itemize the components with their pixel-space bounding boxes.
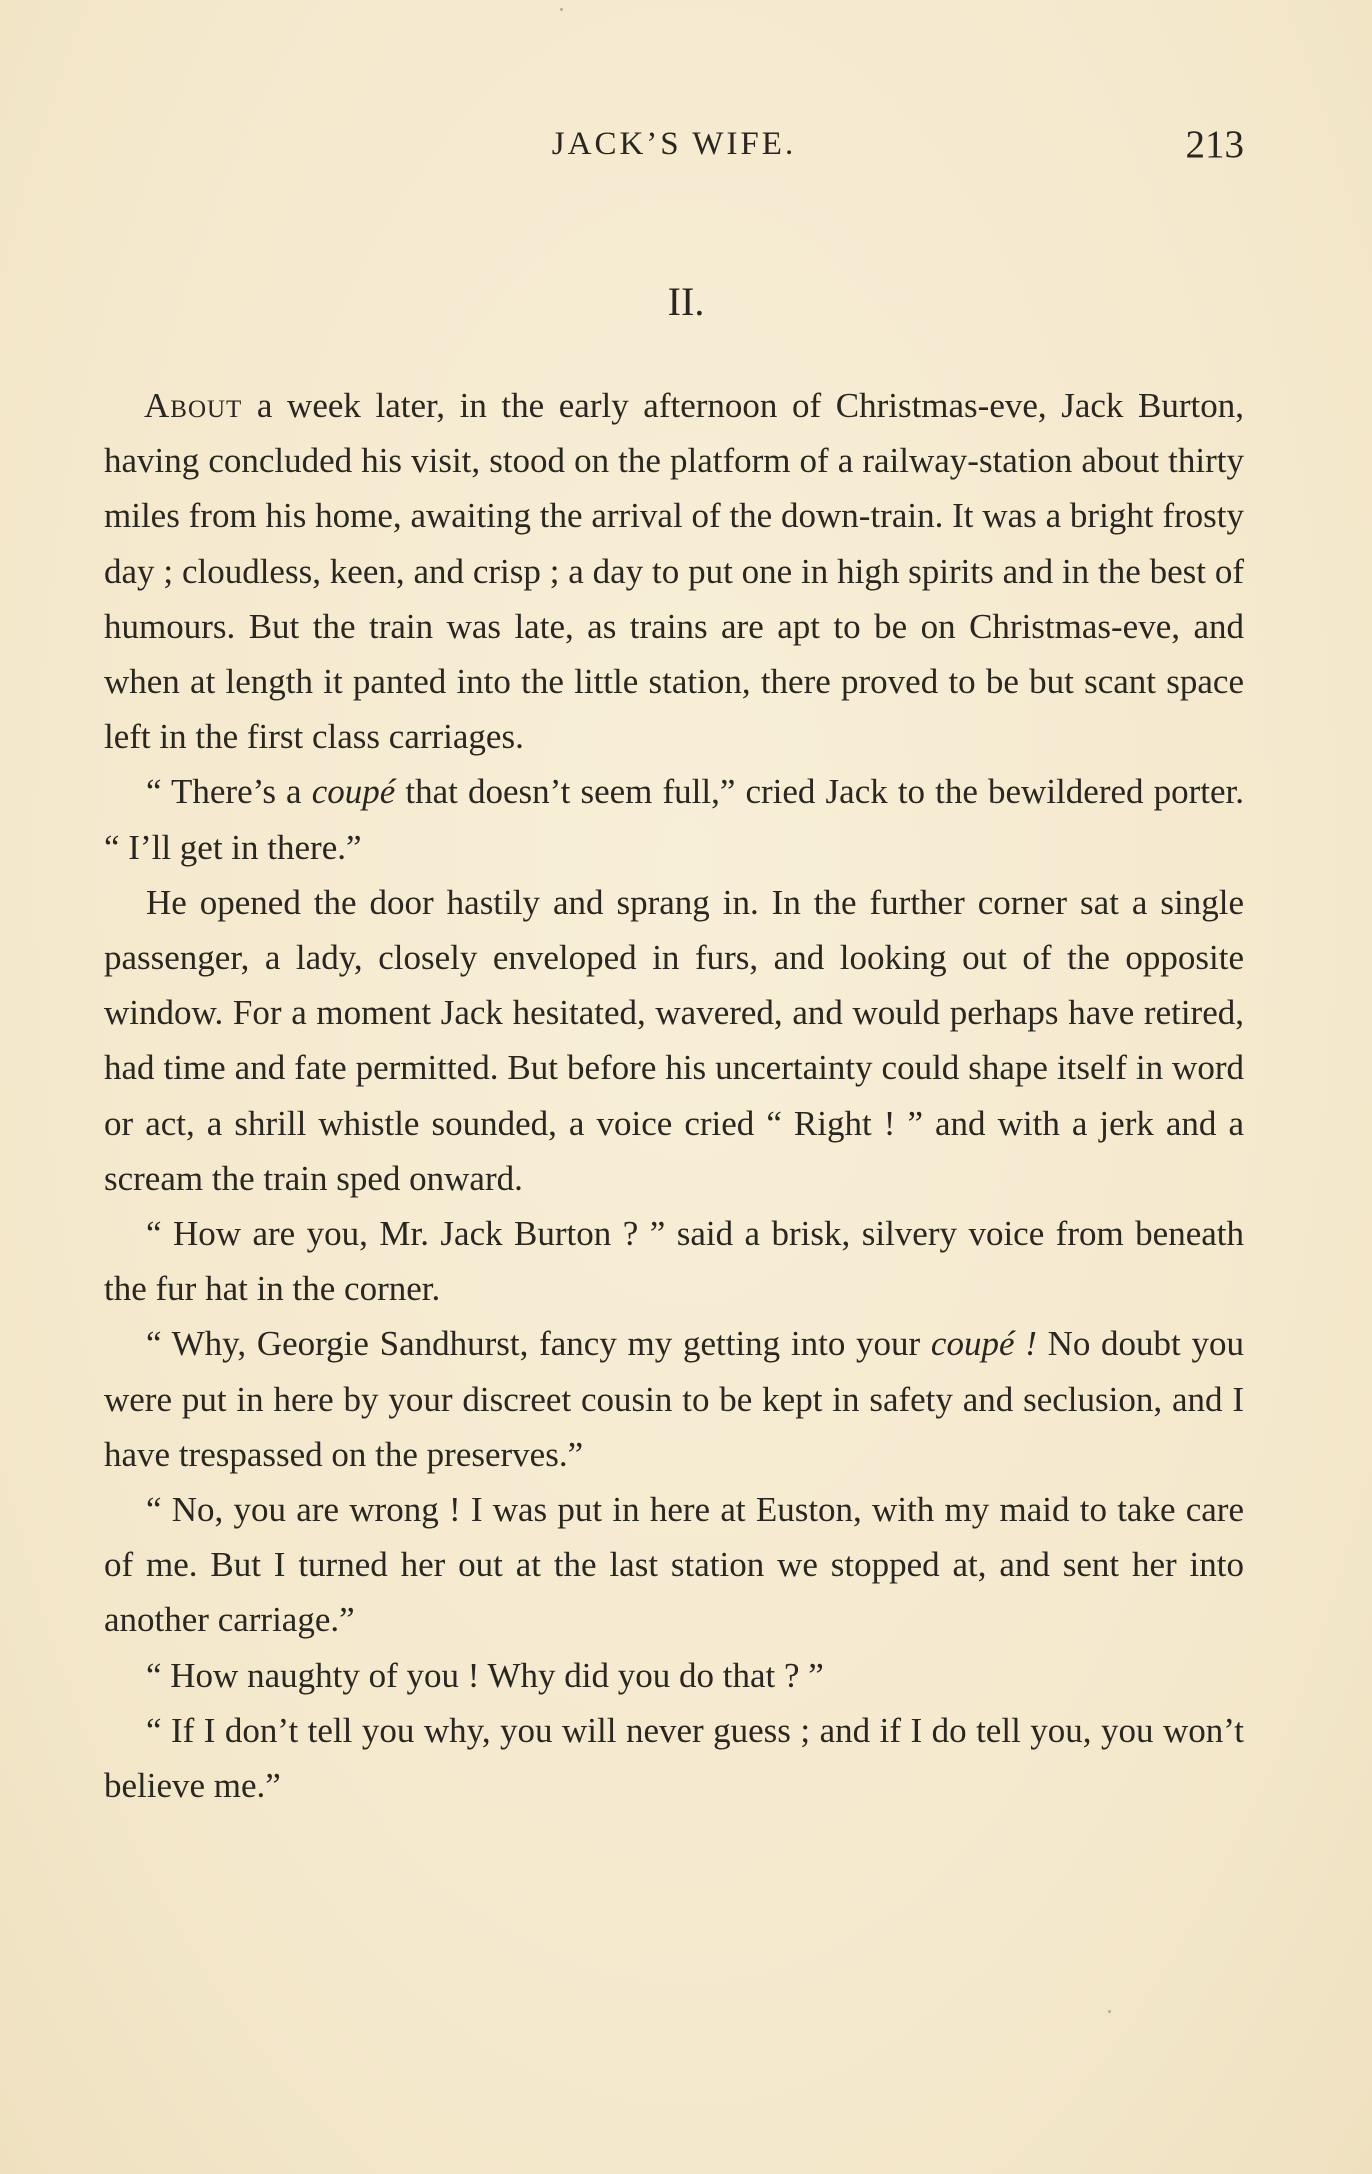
paragraph: “ If I don’t tell you why, you will never guess ; and if I do tell you, you won’t believe me.”: [104, 1710, 1244, 1806]
paragraph: “ No, you are wrong ! I was put in here at Euston, with my maid to take care of me. But I turned her out at the last station we stopped at, and sent her into another carriage.”: [104, 1490, 1244, 1640]
paper-speck: [560, 8, 563, 11]
body-text: [104, 378, 1244, 1813]
paragraph: He opened the door hastily and sprang in. In the further corner sat a single passenger, a lady, closely enveloped in furs, and looking out of the opposite window. For a moment Jack hesitated, wavered, and would perhaps have retired, had time and fate permitted. But before his uncertainty could shape itself in word or act, a shrill whistle sounded, a voice cried “ Right ! ” and with a jerk and a scream the train sped onward.: [104, 882, 1244, 1198]
paragraph-text: that doesn’t seem full,” cried Jack to the bewildered porter. “ I’ll get in there.”: [104, 772, 1244, 867]
running-header: [104, 118, 1244, 178]
italic-word: coupé !: [930, 1324, 1037, 1364]
paragraph: [104, 378, 1244, 764]
paragraph-text: “ Why, Georgie Sandhurst, fancy my getting into your: [146, 1324, 931, 1364]
opening-word: About: [144, 386, 243, 425]
running-title: JACK’S WIFE.: [551, 126, 797, 162]
italic-word: coupé: [311, 772, 396, 812]
paragraph: “ How naughty of you ! Why did you do that ? ”: [146, 1655, 824, 1695]
paragraph: [104, 764, 1244, 874]
section-heading: II.: [667, 279, 705, 324]
paper-speck: [1108, 2010, 1111, 2013]
paragraph-text: No doubt you were put in here by your discreet cousin to be kept in safety and seclusion, and I have trespassed on the preserves.”: [104, 1324, 1244, 1474]
paragraph-text: “ There’s a: [146, 772, 312, 812]
page-number: 213: [1185, 123, 1244, 166]
paragraph: “ How are you, Mr. Jack Burton ? ” said a brisk, silvery voice from beneath the fur hat in the corner.: [104, 1214, 1244, 1309]
paragraph: [104, 1316, 1244, 1482]
paragraph-text: a week later, in the early afternoon of Christmas-eve, Jack Burton, having concluded his visit, stood on the platform of a railway-station about thirty miles from his home, awaiting the arrival of the down-train. It was a bright frosty day ; cloudless, keen, and crisp ; a day to put one in high spirits and in the best of humours. But the train was late, as trains are apt to be on Christmas-eve, and when at length it panted into the little station, there proved to be but scant space left in the first class carriages.: [104, 386, 1244, 757]
